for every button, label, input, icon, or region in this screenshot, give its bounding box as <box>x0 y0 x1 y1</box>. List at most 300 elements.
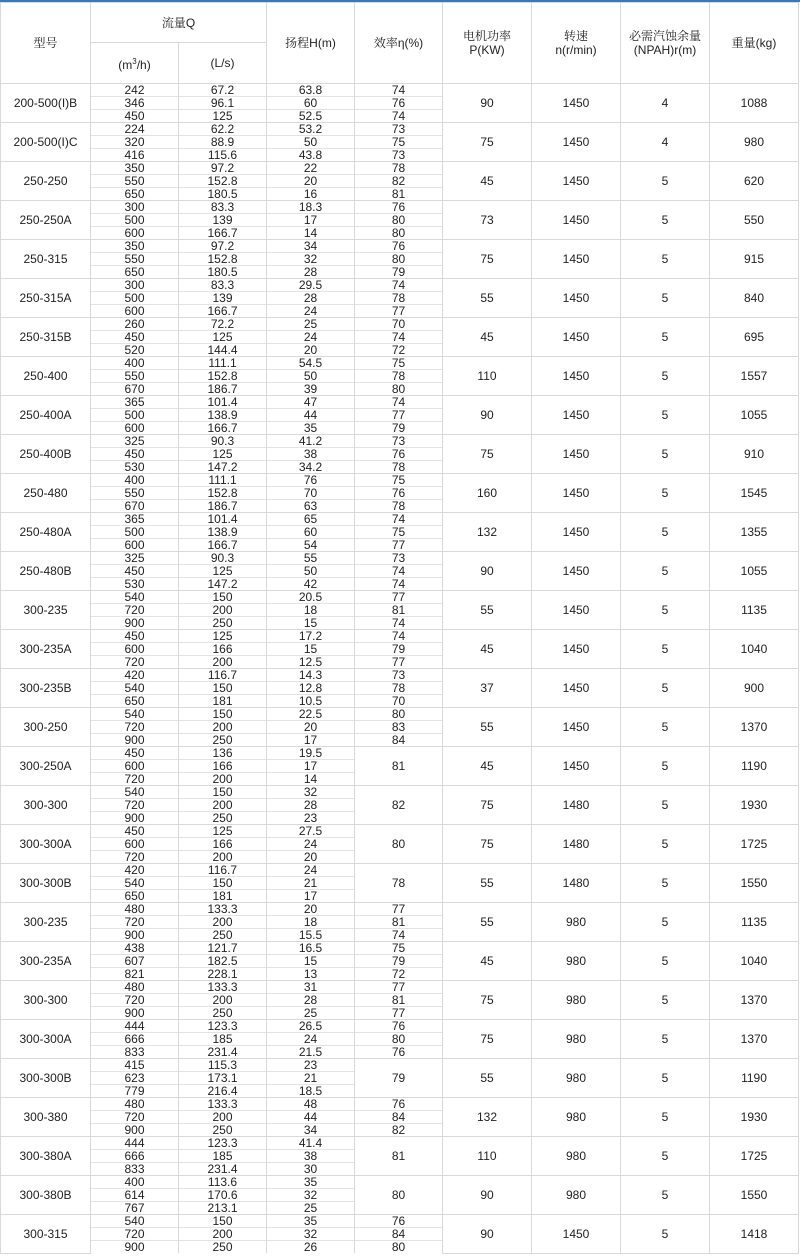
head-cell: 70 <box>267 487 355 500</box>
weight-cell: 1370 <box>710 708 799 747</box>
flow-m3h-cell: 540 <box>91 682 179 695</box>
head-cell: 12.5 <box>267 656 355 669</box>
efficiency-cell: 80 <box>355 1241 443 1254</box>
efficiency-cell: 79 <box>355 1059 443 1098</box>
flow-m3h-cell: 350 <box>91 240 179 253</box>
efficiency-cell: 77 <box>355 409 443 422</box>
flow-m3h-cell: 607 <box>91 955 179 968</box>
head-cell: 28 <box>267 994 355 1007</box>
flow-m3h-cell: 833 <box>91 1163 179 1176</box>
efficiency-cell: 80 <box>355 825 443 864</box>
speed-cell: 1450 <box>532 591 621 630</box>
header-speed-line2: n(r/min) <box>555 43 597 57</box>
flow-m3h-cell: 325 <box>91 435 179 448</box>
head-cell: 32 <box>267 1228 355 1241</box>
npsh-cell: 5 <box>621 591 710 630</box>
power-cell: 90 <box>443 1176 532 1215</box>
flow-m3h-cell: 444 <box>91 1137 179 1150</box>
power-cell: 75 <box>443 786 532 825</box>
flow-m3h-cell: 530 <box>91 461 179 474</box>
npsh-cell: 5 <box>621 825 710 864</box>
power-cell: 75 <box>443 981 532 1020</box>
model-cell: 300-380B <box>1 1176 91 1215</box>
head-cell: 35 <box>267 422 355 435</box>
flow-ls-cell: 67.2 <box>179 84 267 97</box>
model-cell: 250-315 <box>1 240 91 279</box>
flow-ls-cell: 125 <box>179 630 267 643</box>
npsh-cell: 5 <box>621 240 710 279</box>
table-row <box>1 1215 799 1228</box>
table-row <box>1 474 799 487</box>
efficiency-cell: 77 <box>355 656 443 669</box>
flow-m3h-cell: 500 <box>91 409 179 422</box>
flow-ls-cell: 166 <box>179 643 267 656</box>
efficiency-cell: 76 <box>355 1020 443 1033</box>
speed-cell: 1450 <box>532 435 621 474</box>
table-row <box>1 981 799 994</box>
flow-m3h-cell: 720 <box>91 721 179 734</box>
header-speed <box>532 3 621 84</box>
head-cell: 34.2 <box>267 461 355 474</box>
header-power <box>443 3 532 84</box>
head-cell: 31 <box>267 981 355 994</box>
flow-ls-cell: 250 <box>179 812 267 825</box>
pump-spec-table <box>0 2 799 1254</box>
flow-ls-cell: 200 <box>179 799 267 812</box>
model-cell: 250-400B <box>1 435 91 474</box>
flow-m3h-cell: 500 <box>91 214 179 227</box>
head-cell: 18.3 <box>267 201 355 214</box>
flow-m3h-cell: 444 <box>91 1020 179 1033</box>
npsh-cell: 5 <box>621 162 710 201</box>
flow-m3h-cell: 416 <box>91 149 179 162</box>
flow-ls-cell: 150 <box>179 877 267 890</box>
model-cell: 250-250A <box>1 201 91 240</box>
head-cell: 14.3 <box>267 669 355 682</box>
flow-ls-cell: 186.7 <box>179 383 267 396</box>
efficiency-cell: 80 <box>355 214 443 227</box>
flow-ls-cell: 250 <box>179 929 267 942</box>
flow-m3h-cell: 650 <box>91 890 179 903</box>
power-cell: 45 <box>443 942 532 981</box>
table-row <box>1 747 799 760</box>
flow-ls-cell: 90.3 <box>179 435 267 448</box>
flow-ls-cell: 150 <box>179 708 267 721</box>
npsh-cell: 5 <box>621 747 710 786</box>
speed-cell: 1450 <box>532 552 621 591</box>
flow-m3h-cell: 614 <box>91 1189 179 1202</box>
table-row <box>1 84 799 97</box>
flow-m3h-cell: 530 <box>91 578 179 591</box>
flow-m3h-cell: 833 <box>91 1046 179 1059</box>
flow-m3h-cell: 420 <box>91 669 179 682</box>
flow-ls-cell: 72.2 <box>179 318 267 331</box>
table-row <box>1 864 799 877</box>
flow-m3h-cell: 720 <box>91 1228 179 1241</box>
flow-m3h-cell: 650 <box>91 695 179 708</box>
weight-cell: 1418 <box>710 1215 799 1254</box>
header-npsh-line1: 必需汽蚀余量 <box>628 29 701 43</box>
model-cell: 300-315 <box>1 1215 91 1254</box>
npsh-cell: 5 <box>621 786 710 825</box>
model-cell: 300-300B <box>1 1059 91 1098</box>
flow-m3h-cell: 600 <box>91 760 179 773</box>
flow-m3h-cell: 260 <box>91 318 179 331</box>
table-row <box>1 903 799 916</box>
flow-ls-cell: 125 <box>179 825 267 838</box>
speed-cell: 980 <box>532 1098 621 1137</box>
table-row <box>1 1098 799 1111</box>
weight-cell: 1190 <box>710 1059 799 1098</box>
flow-m3h-cell: 720 <box>91 773 179 786</box>
model-cell: 300-300B <box>1 864 91 903</box>
table-row <box>1 318 799 331</box>
power-cell: 55 <box>443 279 532 318</box>
flow-ls-cell: 150 <box>179 682 267 695</box>
flow-ls-cell: 125 <box>179 110 267 123</box>
efficiency-cell: 72 <box>355 344 443 357</box>
efficiency-cell: 78 <box>355 461 443 474</box>
weight-cell: 1135 <box>710 903 799 942</box>
efficiency-cell: 78 <box>355 500 443 513</box>
efficiency-cell: 75 <box>355 357 443 370</box>
head-cell: 14 <box>267 227 355 240</box>
head-cell: 48 <box>267 1098 355 1111</box>
head-cell: 44 <box>267 1111 355 1124</box>
flow-ls-cell: 125 <box>179 331 267 344</box>
head-cell: 18 <box>267 604 355 617</box>
header-weight: 重量(kg) <box>710 3 799 84</box>
unit-text: (m <box>118 57 133 72</box>
power-cell: 55 <box>443 864 532 903</box>
npsh-cell: 5 <box>621 474 710 513</box>
head-cell: 26.5 <box>267 1020 355 1033</box>
head-cell: 38 <box>267 448 355 461</box>
power-cell: 75 <box>443 1020 532 1059</box>
speed-cell: 1450 <box>532 474 621 513</box>
flow-m3h-cell: 900 <box>91 812 179 825</box>
table-row <box>1 1020 799 1033</box>
flow-ls-cell: 150 <box>179 1215 267 1228</box>
speed-cell: 1450 <box>532 240 621 279</box>
flow-m3h-cell: 767 <box>91 1202 179 1215</box>
head-cell: 23 <box>267 812 355 825</box>
flow-m3h-cell: 450 <box>91 630 179 643</box>
efficiency-cell: 77 <box>355 305 443 318</box>
speed-cell: 980 <box>532 1176 621 1215</box>
efficiency-cell: 74 <box>355 279 443 292</box>
flow-m3h-cell: 540 <box>91 786 179 799</box>
speed-cell: 1450 <box>532 513 621 552</box>
efficiency-cell: 73 <box>355 149 443 162</box>
flow-m3h-cell: 600 <box>91 422 179 435</box>
head-cell: 50 <box>267 136 355 149</box>
header-flow-ls: (L/s) <box>179 43 267 84</box>
efficiency-cell: 82 <box>355 175 443 188</box>
flow-ls-cell: 200 <box>179 994 267 1007</box>
flow-ls-cell: 90.3 <box>179 552 267 565</box>
head-cell: 44 <box>267 409 355 422</box>
head-cell: 30 <box>267 1163 355 1176</box>
efficiency-cell: 78 <box>355 292 443 305</box>
npsh-cell: 5 <box>621 630 710 669</box>
head-cell: 17 <box>267 890 355 903</box>
flow-ls-cell: 166.7 <box>179 305 267 318</box>
power-cell: 55 <box>443 591 532 630</box>
flow-ls-cell: 166 <box>179 760 267 773</box>
efficiency-cell: 82 <box>355 786 443 825</box>
head-cell: 28 <box>267 292 355 305</box>
speed-cell: 1450 <box>532 357 621 396</box>
header-flow-m3h <box>91 43 179 84</box>
flow-ls-cell: 111.1 <box>179 474 267 487</box>
header-power-line1: 电机功率 <box>462 29 511 43</box>
weight-cell: 1545 <box>710 474 799 513</box>
efficiency-cell: 73 <box>355 435 443 448</box>
head-cell: 34 <box>267 1124 355 1137</box>
flow-m3h-cell: 670 <box>91 500 179 513</box>
model-cell: 300-250A <box>1 747 91 786</box>
head-cell: 16 <box>267 188 355 201</box>
flow-m3h-cell: 438 <box>91 942 179 955</box>
table-row <box>1 942 799 955</box>
speed-cell: 1480 <box>532 825 621 864</box>
head-cell: 23 <box>267 1059 355 1072</box>
speed-cell: 1450 <box>532 708 621 747</box>
head-cell: 17 <box>267 760 355 773</box>
weight-cell: 1135 <box>710 591 799 630</box>
flow-m3h-cell: 600 <box>91 539 179 552</box>
flow-ls-cell: 150 <box>179 786 267 799</box>
weight-cell: 1725 <box>710 1137 799 1176</box>
flow-m3h-cell: 540 <box>91 591 179 604</box>
flow-ls-cell: 133.3 <box>179 903 267 916</box>
head-cell: 24 <box>267 1033 355 1046</box>
head-cell: 14 <box>267 773 355 786</box>
head-cell: 25 <box>267 1202 355 1215</box>
head-cell: 21 <box>267 877 355 890</box>
head-cell: 24 <box>267 331 355 344</box>
weight-cell: 1550 <box>710 864 799 903</box>
speed-cell: 1450 <box>532 630 621 669</box>
flow-ls-cell: 152.8 <box>179 253 267 266</box>
power-cell: 45 <box>443 318 532 357</box>
efficiency-cell: 80 <box>355 253 443 266</box>
flow-m3h-cell: 666 <box>91 1150 179 1163</box>
head-cell: 17.2 <box>267 630 355 643</box>
flow-m3h-cell: 450 <box>91 448 179 461</box>
flow-m3h-cell: 450 <box>91 747 179 760</box>
speed-cell: 980 <box>532 942 621 981</box>
head-cell: 20 <box>267 344 355 357</box>
efficiency-cell: 82 <box>355 1124 443 1137</box>
head-cell: 27.5 <box>267 825 355 838</box>
model-cell: 300-235A <box>1 942 91 981</box>
power-cell: 55 <box>443 903 532 942</box>
npsh-cell: 5 <box>621 981 710 1020</box>
head-cell: 22.5 <box>267 708 355 721</box>
head-cell: 15 <box>267 643 355 656</box>
flow-m3h-cell: 520 <box>91 344 179 357</box>
head-cell: 34 <box>267 240 355 253</box>
speed-cell: 1450 <box>532 201 621 240</box>
table-row <box>1 1059 799 1072</box>
speed-cell: 980 <box>532 1137 621 1176</box>
weight-cell: 840 <box>710 279 799 318</box>
model-cell: 300-380 <box>1 1098 91 1137</box>
speed-cell: 1450 <box>532 123 621 162</box>
flow-m3h-cell: 623 <box>91 1072 179 1085</box>
head-cell: 43.8 <box>267 149 355 162</box>
head-cell: 20 <box>267 175 355 188</box>
flow-ls-cell: 147.2 <box>179 578 267 591</box>
head-cell: 18.5 <box>267 1085 355 1098</box>
flow-m3h-cell: 300 <box>91 201 179 214</box>
efficiency-cell: 73 <box>355 552 443 565</box>
model-cell: 250-250 <box>1 162 91 201</box>
head-cell: 54.5 <box>267 357 355 370</box>
table-row <box>1 786 799 799</box>
table-row <box>1 435 799 448</box>
flow-ls-cell: 139 <box>179 292 267 305</box>
head-cell: 10.5 <box>267 695 355 708</box>
head-cell: 28 <box>267 266 355 279</box>
efficiency-cell: 84 <box>355 1111 443 1124</box>
flow-m3h-cell: 365 <box>91 396 179 409</box>
head-cell: 21.5 <box>267 1046 355 1059</box>
efficiency-cell: 73 <box>355 669 443 682</box>
efficiency-cell: 79 <box>355 422 443 435</box>
efficiency-cell: 79 <box>355 643 443 656</box>
head-cell: 25 <box>267 1007 355 1020</box>
efficiency-cell: 76 <box>355 487 443 500</box>
efficiency-cell: 80 <box>355 708 443 721</box>
head-cell: 41.2 <box>267 435 355 448</box>
flow-m3h-cell: 550 <box>91 370 179 383</box>
efficiency-cell: 76 <box>355 201 443 214</box>
efficiency-cell: 74 <box>355 84 443 97</box>
head-cell: 55 <box>267 552 355 565</box>
flow-m3h-cell: 450 <box>91 331 179 344</box>
speed-cell: 1450 <box>532 1215 621 1254</box>
table-row <box>1 825 799 838</box>
npsh-cell: 5 <box>621 1176 710 1215</box>
flow-ls-cell: 180.5 <box>179 266 267 279</box>
flow-ls-cell: 116.7 <box>179 864 267 877</box>
efficiency-cell: 74 <box>355 331 443 344</box>
flow-ls-cell: 166.7 <box>179 539 267 552</box>
flow-ls-cell: 213.1 <box>179 1202 267 1215</box>
speed-cell: 980 <box>532 903 621 942</box>
efficiency-cell: 80 <box>355 1033 443 1046</box>
flow-m3h-cell: 540 <box>91 708 179 721</box>
table-row <box>1 201 799 214</box>
power-cell: 90 <box>443 552 532 591</box>
head-cell: 39 <box>267 383 355 396</box>
head-cell: 12.8 <box>267 682 355 695</box>
flow-ls-cell: 123.3 <box>179 1020 267 1033</box>
efficiency-cell: 78 <box>355 370 443 383</box>
table-row <box>1 123 799 136</box>
table-row <box>1 591 799 604</box>
head-cell: 63 <box>267 500 355 513</box>
weight-cell: 910 <box>710 435 799 474</box>
npsh-cell: 5 <box>621 396 710 435</box>
efficiency-cell: 77 <box>355 591 443 604</box>
flow-m3h-cell: 450 <box>91 565 179 578</box>
model-cell: 300-300A <box>1 825 91 864</box>
flow-m3h-cell: 720 <box>91 799 179 812</box>
flow-ls-cell: 250 <box>179 1241 267 1254</box>
table-row <box>1 162 799 175</box>
head-cell: 38 <box>267 1150 355 1163</box>
efficiency-cell: 74 <box>355 396 443 409</box>
flow-m3h-cell: 325 <box>91 552 179 565</box>
power-cell: 55 <box>443 1059 532 1098</box>
head-cell: 47 <box>267 396 355 409</box>
table-row <box>1 708 799 721</box>
head-cell: 24 <box>267 305 355 318</box>
flow-m3h-cell: 720 <box>91 851 179 864</box>
efficiency-cell: 74 <box>355 110 443 123</box>
flow-ls-cell: 101.4 <box>179 396 267 409</box>
efficiency-cell: 78 <box>355 864 443 903</box>
header-efficiency: 效率η(%) <box>355 3 443 84</box>
efficiency-cell: 75 <box>355 136 443 149</box>
power-cell: 90 <box>443 396 532 435</box>
efficiency-cell: 77 <box>355 1007 443 1020</box>
flow-m3h-cell: 720 <box>91 1111 179 1124</box>
power-cell: 45 <box>443 162 532 201</box>
flow-m3h-cell: 650 <box>91 266 179 279</box>
head-cell: 15 <box>267 617 355 630</box>
weight-cell: 1930 <box>710 786 799 825</box>
model-cell: 300-235 <box>1 591 91 630</box>
flow-ls-cell: 123.3 <box>179 1137 267 1150</box>
flow-ls-cell: 216.4 <box>179 1085 267 1098</box>
head-cell: 65 <box>267 513 355 526</box>
flow-ls-cell: 125 <box>179 448 267 461</box>
npsh-cell: 5 <box>621 435 710 474</box>
weight-cell: 1550 <box>710 1176 799 1215</box>
flow-m3h-cell: 900 <box>91 1124 179 1137</box>
weight-cell: 1725 <box>710 825 799 864</box>
head-cell: 22 <box>267 162 355 175</box>
efficiency-cell: 76 <box>355 97 443 110</box>
efficiency-cell: 74 <box>355 565 443 578</box>
flow-m3h-cell: 450 <box>91 110 179 123</box>
npsh-cell: 5 <box>621 552 710 591</box>
flow-ls-cell: 200 <box>179 604 267 617</box>
head-cell: 50 <box>267 370 355 383</box>
npsh-cell: 5 <box>621 903 710 942</box>
flow-ls-cell: 152.8 <box>179 487 267 500</box>
flow-ls-cell: 200 <box>179 916 267 929</box>
head-cell: 32 <box>267 786 355 799</box>
flow-ls-cell: 150 <box>179 591 267 604</box>
header-npsh-line2: (NPAH)r(m) <box>633 43 697 57</box>
efficiency-cell: 79 <box>355 266 443 279</box>
flow-m3h-cell: 900 <box>91 734 179 747</box>
speed-cell: 1450 <box>532 162 621 201</box>
flow-ls-cell: 97.2 <box>179 162 267 175</box>
flow-ls-cell: 181 <box>179 695 267 708</box>
flow-ls-cell: 139 <box>179 214 267 227</box>
model-cell: 250-480B <box>1 552 91 591</box>
flow-ls-cell: 231.4 <box>179 1046 267 1059</box>
flow-ls-cell: 138.9 <box>179 526 267 539</box>
head-cell: 32 <box>267 1189 355 1202</box>
